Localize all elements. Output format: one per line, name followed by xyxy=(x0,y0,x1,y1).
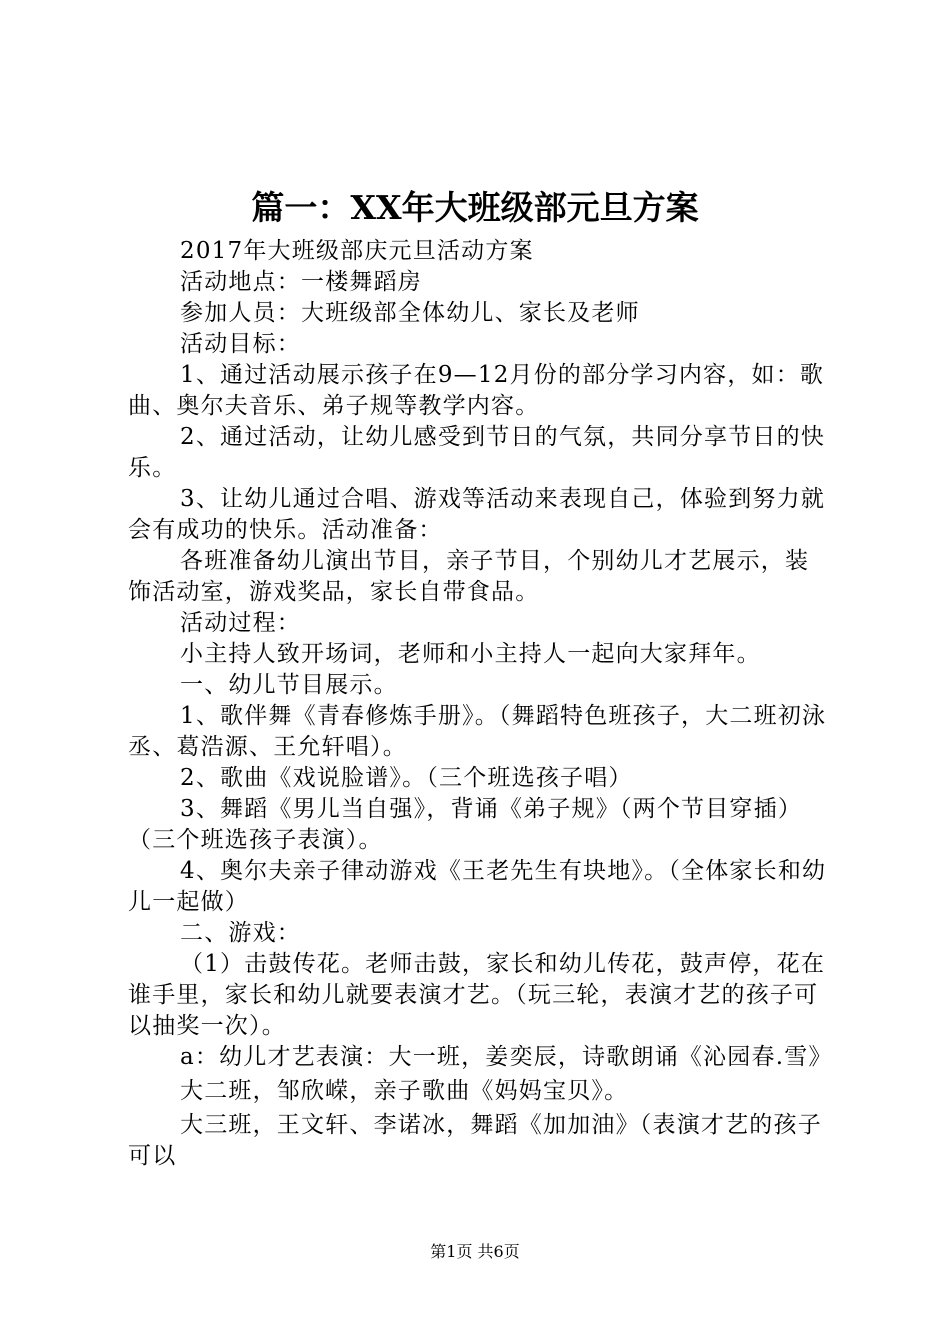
paragraph-talent-class-2: 大二班，邹欣嵘，亲子歌曲《妈妈宝贝》。 xyxy=(180,1078,629,1104)
document-title: 篇一：XX年大班级部元旦方案 xyxy=(251,188,699,227)
document-body xyxy=(128,236,833,1172)
paragraph-participants: 参加人员：大班级部全体幼儿、家长及老师 xyxy=(180,300,640,326)
paragraph-preparation: 各班准备幼儿演出节目，亲子节目，个别幼儿才艺展示，装饰活动室，游戏奖品，家长自带食品。 xyxy=(128,548,810,605)
paragraph-section-2: 二、游戏： xyxy=(180,920,301,946)
paragraph-plan-title: 2017年大班级部庆元旦活动方案 xyxy=(180,238,534,264)
paragraph-program-2: 2、歌曲《戏说脸谱》。（三个班选孩子唱） xyxy=(180,765,633,791)
paragraph-game-1: （1）击鼓传花。老师击鼓，家长和幼儿传花，鼓声停，花在谁手里，家长和幼儿就要表演才艺。（玩三轮，表演才艺的孩子可以抽奖一次）。 xyxy=(128,951,826,1039)
paragraph-program-4: 4、奥尔夫亲子律动游戏《王老先生有块地》。（全体家长和幼儿一起做） xyxy=(128,858,827,915)
paragraph-goals-heading: 活动目标： xyxy=(180,331,301,357)
paragraph-talent-a: a：幼儿才艺表演：大一班，姜奕辰，诗歌朗诵《沁园春.雪》 xyxy=(180,1044,833,1070)
paragraph-program-3: 3、舞蹈《男儿当自强》，背诵《弟子规》（两个节目穿插）（三个班选孩子表演）。 xyxy=(128,796,803,853)
paragraph-goal-2: 2、通过活动，让幼儿感受到节日的气氛，共同分享节日的快乐。 xyxy=(128,424,826,481)
page-footer: 第1页 共6页 xyxy=(430,1242,520,1261)
paragraph-section-1: 一、幼儿节目展示。 xyxy=(180,672,398,698)
paragraph-goal-3: 3、让幼儿通过合唱、游戏等活动来表现自己，体验到努力就会有成功的快乐。活动准备： xyxy=(128,486,826,543)
paragraph-goal-1: 1、通过活动展示孩子在9—12月份的部分学习内容，如：歌曲、奥尔夫音乐、弟子规等教学内容。 xyxy=(128,362,825,419)
paragraph-talent-class-3: 大三班，王文轩、李诺冰，舞蹈《加加油》（表演才艺的孩子可以 xyxy=(128,1112,822,1169)
paragraph-opening: 小主持人致开场词，老师和小主持人一起向大家拜年。 xyxy=(180,641,761,667)
paragraph-process-heading: 活动过程： xyxy=(180,610,301,636)
paragraph-location: 活动地点：一楼舞蹈房 xyxy=(180,269,422,295)
paragraph-program-1: 1、歌伴舞《青春修炼手册》。（舞蹈特色班孩子，大二班初泳丞、葛浩源、王允轩唱）。 xyxy=(128,703,827,760)
